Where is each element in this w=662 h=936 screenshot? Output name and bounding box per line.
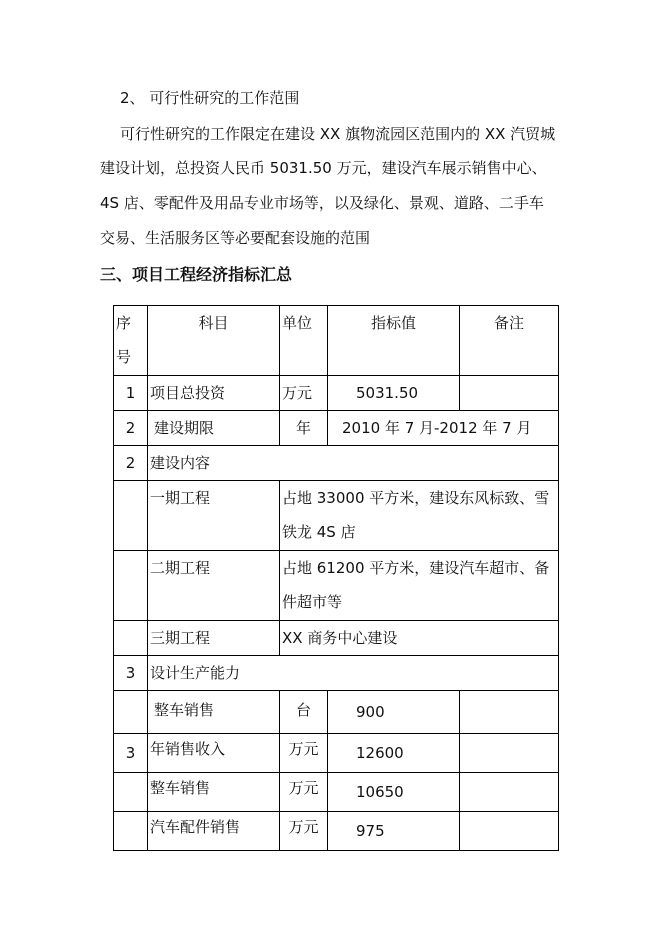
header-no: 序 号	[114, 306, 148, 376]
row-value: 975	[328, 812, 460, 851]
table-row	[114, 376, 559, 411]
economic-indicators-table	[113, 305, 559, 851]
row-remark	[460, 691, 559, 734]
row-value: 2010 年 7 月-2012 年 7 月	[328, 411, 559, 446]
row-subject: 汽车配件销售	[148, 812, 280, 851]
table-row	[114, 411, 559, 446]
row-unit: 万元	[280, 773, 328, 812]
row-subject: 建设期限	[148, 411, 280, 446]
row-no	[114, 551, 148, 621]
row-subject: 一期工程	[148, 481, 280, 551]
table-row	[114, 656, 559, 691]
row-unit: 万元	[280, 734, 328, 773]
row-no	[114, 773, 148, 812]
row-no: 3	[114, 656, 148, 691]
row-remark	[460, 376, 559, 411]
row-description: XX 商务中心建设	[280, 621, 559, 656]
header-subject: 科目	[148, 306, 280, 376]
row-no	[114, 621, 148, 656]
row-description: 占地 33000 平方米，建设东风标致、雪铁龙 4S 店	[280, 481, 559, 551]
row-no	[114, 691, 148, 734]
row-no: 2	[114, 411, 148, 446]
row-value: 5031.50	[328, 376, 460, 411]
header-remark: 备注	[460, 306, 559, 376]
row-value: 10650	[328, 773, 460, 812]
table-row	[114, 812, 559, 851]
header-unit: 单位	[280, 306, 328, 376]
paragraph-line-1: 可行性研究的工作限定在建设 XX 旗物流园区范围内的 XX 汽贸城	[120, 125, 556, 143]
table-row	[114, 481, 559, 551]
row-subject: 三期工程	[148, 621, 280, 656]
row-subject: 整车销售	[148, 691, 280, 734]
section-3-heading: 三、项目工程经济指标汇总	[100, 265, 293, 284]
row-unit: 万元	[280, 812, 328, 851]
row-subject: 整车销售	[148, 773, 280, 812]
row-no: 1	[114, 376, 148, 411]
row-unit: 台	[280, 691, 328, 734]
paragraph-line-3: 4S 店、零配件及用品专业市场等，以及绿化、景观、道路、二手车	[100, 194, 544, 212]
row-description: 占地 61200 平方米，建设汽车超市、备件超市等	[280, 551, 559, 621]
row-remark	[460, 812, 559, 851]
paragraph-line-4: 交易、生活服务区等必要配套设施的范围	[100, 229, 371, 247]
row-no	[114, 812, 148, 851]
row-unit: 万元	[280, 376, 328, 411]
row-subject: 年销售收入	[148, 734, 280, 773]
table-row	[114, 773, 559, 812]
table-row	[114, 621, 559, 656]
table-header-row	[114, 306, 559, 376]
table-row	[114, 734, 559, 773]
row-subject: 二期工程	[148, 551, 280, 621]
row-remark	[460, 773, 559, 812]
row-value: 900	[328, 691, 460, 734]
row-no: 2	[114, 446, 148, 481]
table-row	[114, 691, 559, 734]
row-subject: 建设内容	[148, 446, 559, 481]
row-remark	[460, 734, 559, 773]
row-subject: 设计生产能力	[148, 656, 559, 691]
section-2-title: 2、 可行性研究的工作范围	[120, 89, 300, 107]
row-no	[114, 481, 148, 551]
row-subject: 项目总投资	[148, 376, 280, 411]
row-unit: 年	[280, 411, 328, 446]
row-no: 3	[114, 734, 148, 773]
header-value: 指标值	[328, 306, 460, 376]
paragraph-line-2: 建设计划，总投资人民币 5031.50 万元，建设汽车展示销售中心、	[100, 159, 547, 177]
table-row	[114, 446, 559, 481]
table-row	[114, 551, 559, 621]
row-value: 12600	[328, 734, 460, 773]
